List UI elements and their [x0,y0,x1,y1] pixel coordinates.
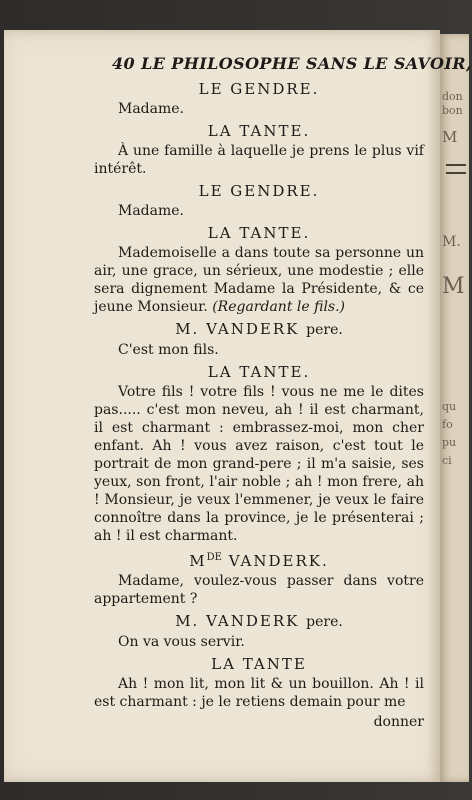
speaker-heading: LA TANTE. [207,122,311,140]
facing-page-fragment: don [442,90,463,103]
facing-page-fragment: fo [442,418,453,431]
speaker-prefix: M [189,552,207,570]
speech: À une famille à laquelle je prens le plus vif intérêt. [94,143,424,177]
speaker-heading [94,612,424,631]
facing-page-fragment: pu [442,436,457,449]
speech: Ah ! mon lit, mon lit & un bouillon. Ah ! il est charmant : je le retiens demain pour me [94,676,424,710]
running-head [112,54,472,73]
speech: C'est mon fils. [118,342,219,358]
speech [94,244,424,316]
facing-page-fragment: ci [442,454,452,467]
speech-text: Mademoiselle a dans toute sa personne un air, une grace, un sérieux, une modestie ; elle sera dignement Madame la Présidente, & ce jeune Monsieur. [94,245,424,315]
stage-direction: (Regardant le fils.) [212,299,346,315]
speech: Madame, voulez-vous passer dans votre appartement ? [94,573,424,607]
facing-page-rule [446,164,466,166]
page-text [94,76,424,731]
speaker-name: M. VANDERK [175,612,300,630]
speaker-superscript: DE [206,552,222,563]
facing-page-edge [440,34,469,782]
page-number: 40 [112,54,136,73]
facing-page-fragment: bon [442,104,463,117]
speech: Madame. [118,203,185,219]
speech: Madame. [118,101,185,117]
speaker-name: M. VANDERK [175,320,300,338]
speaker-role: pere. [306,614,343,630]
speaker-heading: LA TANTE [211,655,307,673]
running-head-title: LE PHILOSOPHE SANS LE SAVOIR, [141,54,472,73]
speaker-heading: LA TANTE. [207,224,311,242]
speaker-role: pere. [306,322,343,338]
facing-page-fragment: M [442,274,465,299]
facing-page-fragment: M. [442,234,461,250]
speaker-heading [94,320,424,339]
speaker-name: VANDERK. [228,552,329,570]
speech: Votre fils ! votre fils ! vous ne me le dites pas..... c'est mon neveu, ah ! il est charmant, il est charmant : embrassez-moi, mon cher enfant. Ah ! vous avez raison, c'est tout le portrait de mon grand-pere ; il m'a saisie, ses yeux, son front, l'air noble ; ah ! mon frere, ah ! Monsieur, je veux l'emmener, je veux le faire connoître dans la province, je le présenterai ; ah ! il est charmant. [94,384,424,544]
catchword: donner [373,714,424,730]
speaker-heading: LE GENDRE. [198,182,320,200]
facing-page-rule [446,172,466,174]
speaker-heading: LA TANTE. [207,363,311,381]
speaker-heading: LE GENDRE. [198,80,320,98]
speech: On va vous servir. [118,634,245,650]
speaker-heading [94,549,424,570]
facing-page-fragment: M [442,128,458,146]
facing-page-fragment: qu [442,400,457,413]
